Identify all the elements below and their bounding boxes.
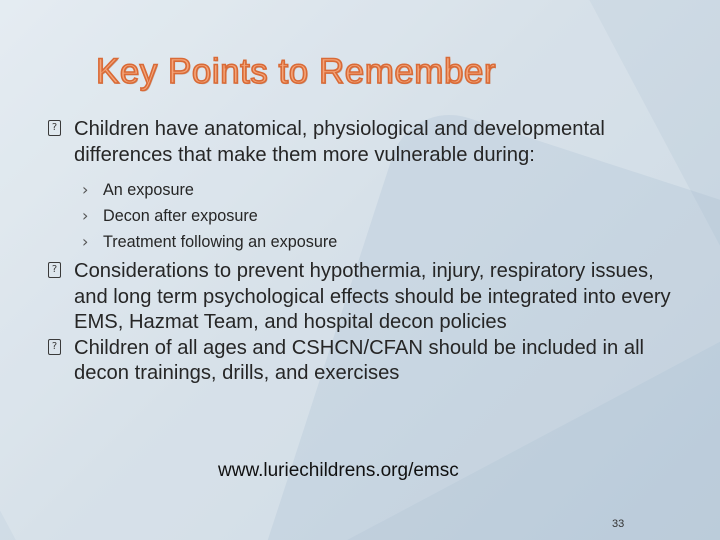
square-bullet-icon: ?	[48, 262, 61, 278]
footer-url: www.luriechildrens.org/emsc	[218, 460, 459, 481]
bullet-item	[48, 336, 688, 387]
sub-bullet-text: Decon after exposure	[103, 207, 258, 225]
sub-bullet-text: An exposure	[103, 181, 194, 199]
slide-content	[48, 117, 688, 387]
sub-bullet-item	[48, 203, 688, 229]
sub-bullet-list	[48, 177, 688, 255]
sub-bullet-item	[48, 229, 688, 255]
sub-bullet-text: Treatment following an exposure	[103, 233, 338, 251]
bullet-text: Children have anatomical, physiological and developmental differences that make them more vulnerable during:	[74, 118, 605, 166]
chevron-right-icon: ›	[82, 180, 89, 199]
bullet-item	[48, 117, 688, 168]
bullet-text: Children of all ages and CSHCN/CFAN should be included in all decon trainings, drills, and exercises	[74, 336, 645, 384]
square-bullet-icon: ?	[48, 120, 61, 136]
bullet-text: Considerations to prevent hypothermia, injury, respiratory issues, and long term psychological effects should be integrated into every EMS, Hazmat Team, and hospital decon policies	[74, 260, 671, 333]
page-number: 33	[612, 518, 625, 530]
square-bullet-icon: ?	[48, 339, 61, 355]
bullet-item	[48, 259, 688, 336]
chevron-right-icon: ›	[82, 232, 89, 251]
chevron-right-icon: ›	[82, 206, 89, 225]
slide-title: Key Points to Remember	[96, 52, 497, 91]
sub-bullet-item	[48, 177, 688, 203]
